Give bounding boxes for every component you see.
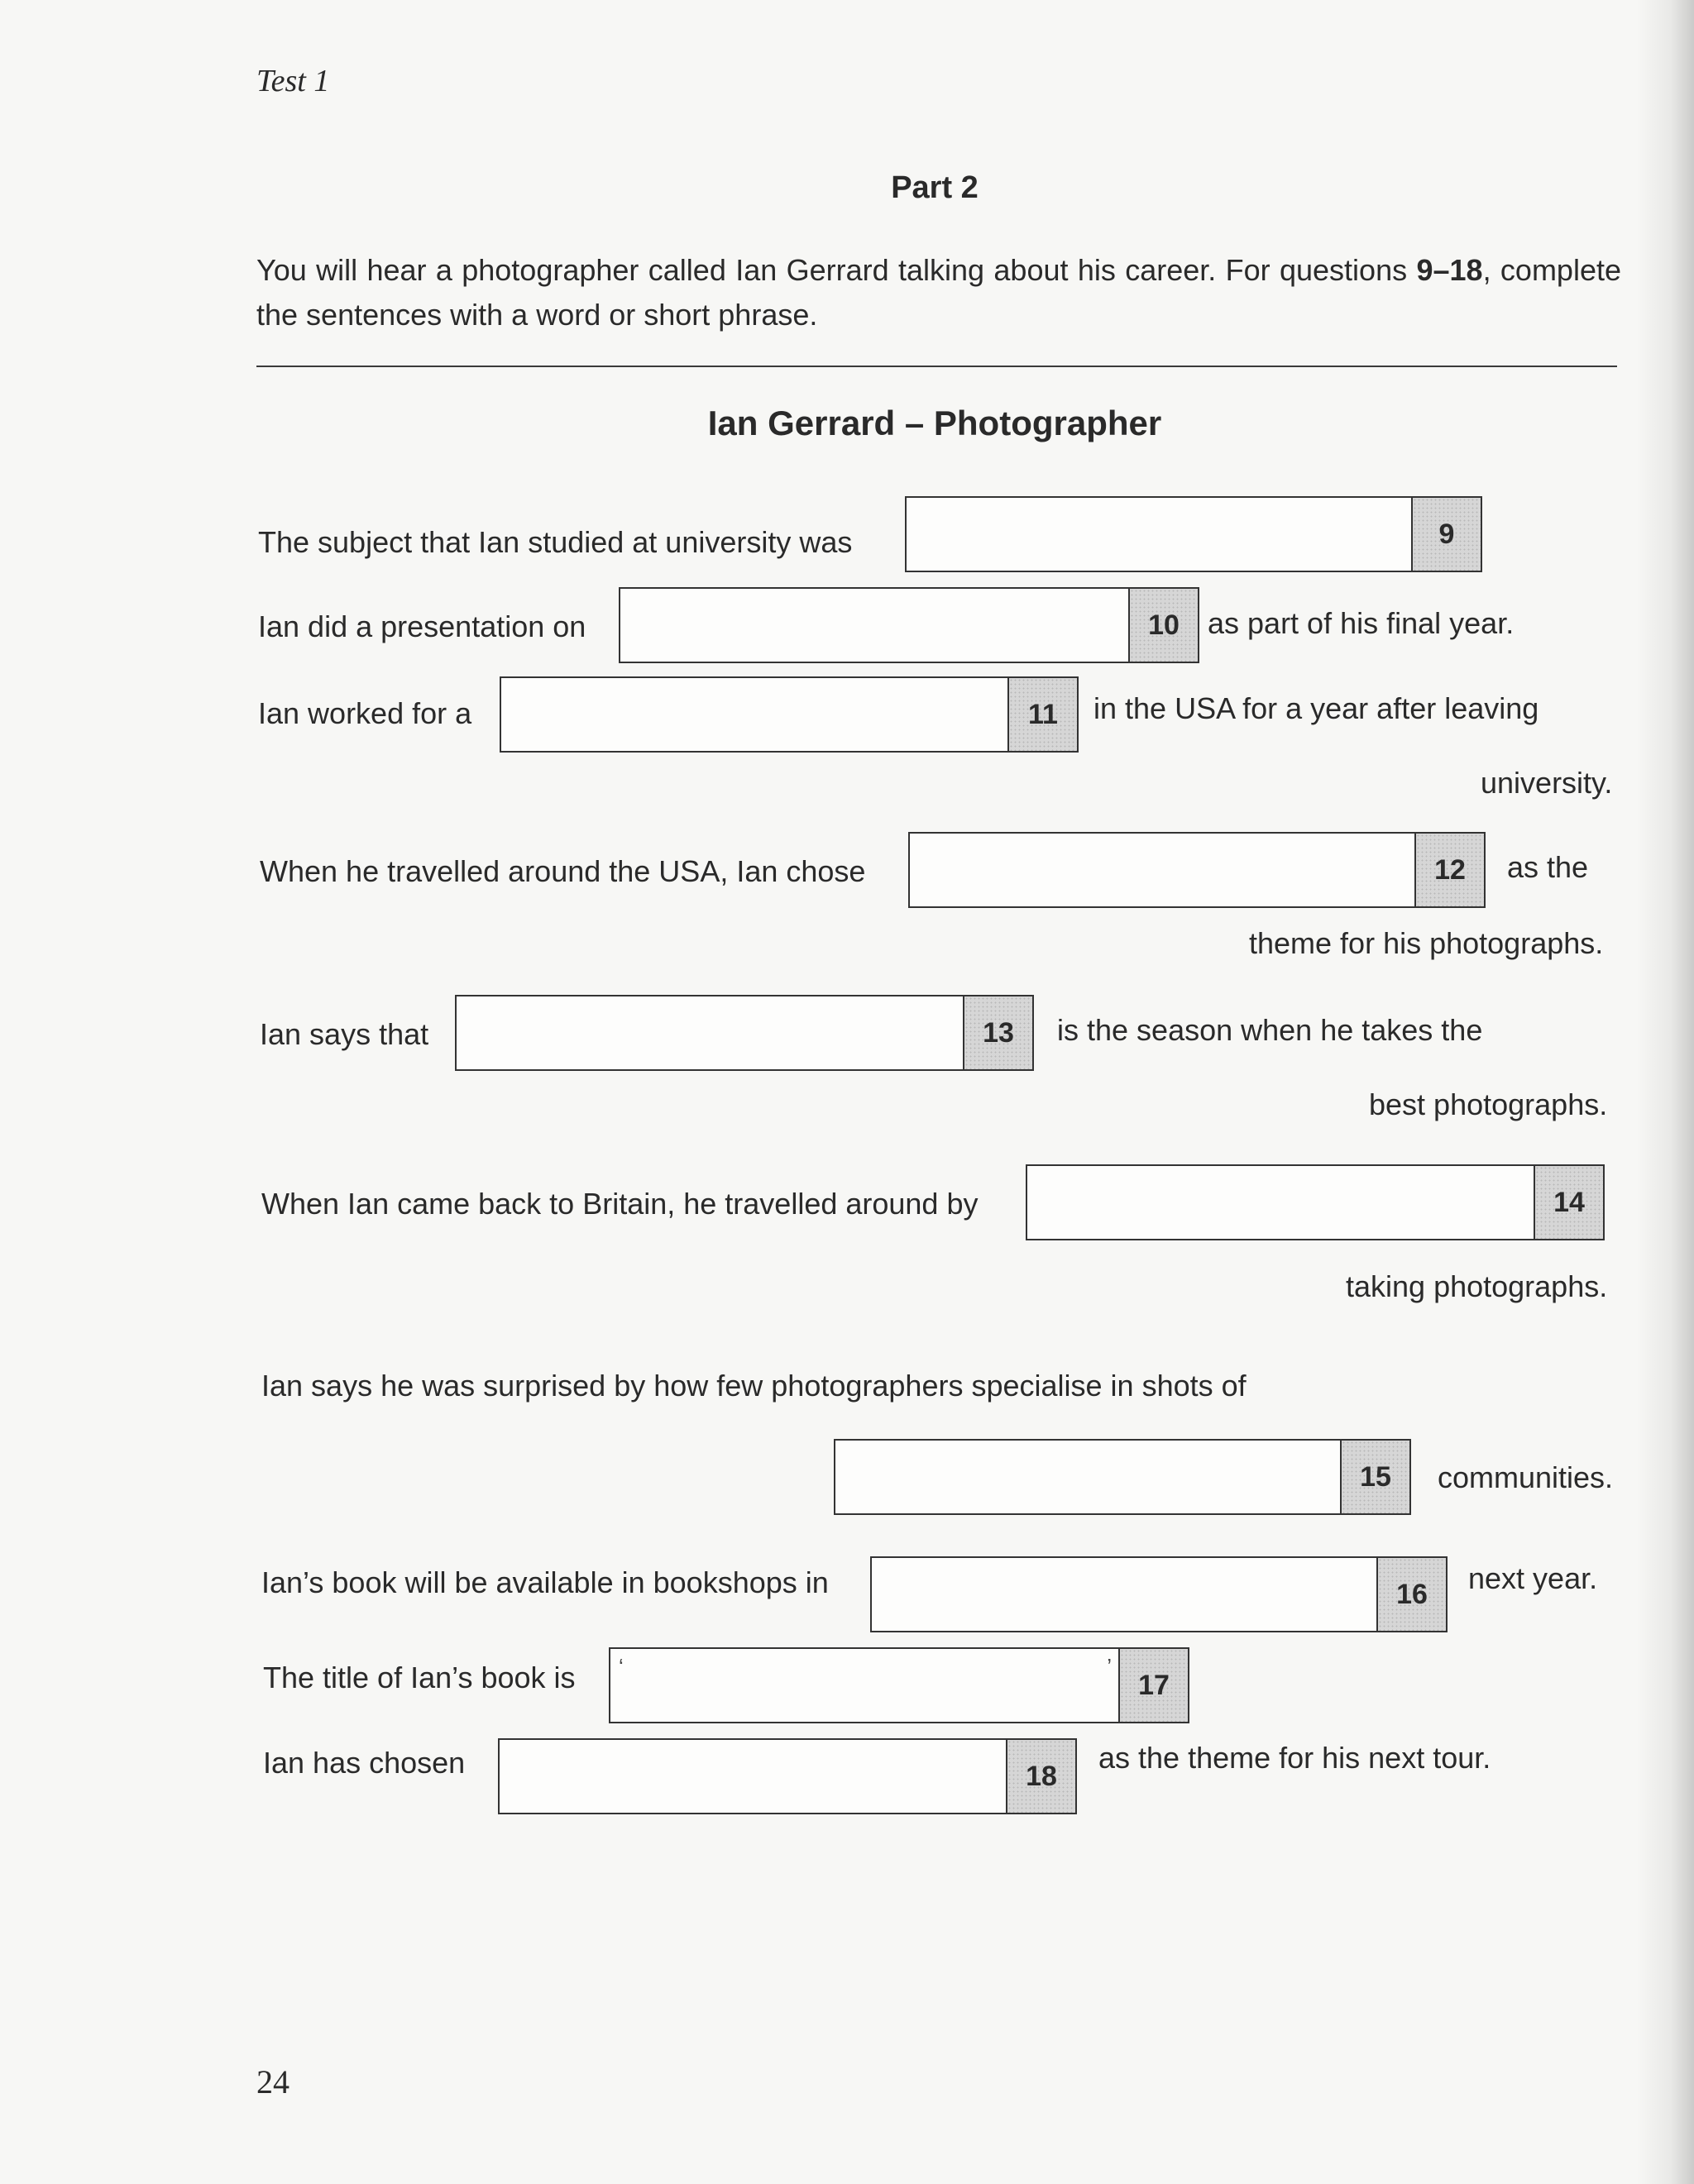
q10-text-before: Ian did a presentation on — [258, 609, 586, 643]
q17-answer-box[interactable] — [609, 1647, 1189, 1723]
q11-text-after: in the USA for a year after leaving — [1093, 691, 1539, 725]
q18-number: 18 — [1006, 1740, 1075, 1813]
q10-number: 10 — [1128, 589, 1198, 662]
q9-answer-box[interactable] — [905, 496, 1482, 572]
part-title: Part 2 — [891, 170, 979, 205]
q18-answer-box[interactable] — [498, 1738, 1077, 1814]
q12-text-before: When he travelled around the USA, Ian chose — [260, 854, 866, 888]
q17-open-quote: ‘ — [619, 1654, 624, 1679]
instructions-before: You will hear a photographer called Ian Gerrard talking about his career. For questions — [256, 253, 1417, 287]
q18-text-before: Ian has chosen — [263, 1746, 466, 1780]
q11-number: 11 — [1007, 678, 1077, 751]
q11-answer-box[interactable] — [500, 676, 1079, 753]
q14-text-after-line2: taking photographs. — [1346, 1269, 1608, 1303]
q11-text-after-line2: university. — [1481, 766, 1613, 800]
test-header: Test 1 — [256, 64, 330, 98]
q12-text-after-line2: theme for his photographs. — [1249, 926, 1604, 960]
q11-text-before: Ian worked for a — [258, 696, 472, 730]
q10-answer-box[interactable] — [619, 587, 1199, 663]
q16-text-before: Ian’s book will be available in bookshops in — [261, 1565, 829, 1599]
instructions — [256, 248, 1621, 337]
q12-answer-box[interactable] — [908, 832, 1486, 908]
q18-text-after: as the theme for his next tour. — [1098, 1741, 1491, 1775]
q13-text-after: is the season when he takes the — [1057, 1013, 1483, 1047]
q15-text-before: Ian says he was surprised by how few photographers specialise in shots of — [261, 1369, 1247, 1403]
q15-answer-box[interactable] — [834, 1439, 1411, 1515]
q14-number: 14 — [1534, 1166, 1603, 1239]
q9-number: 9 — [1411, 498, 1481, 571]
q17-number: 17 — [1118, 1649, 1188, 1722]
divider-rule — [256, 366, 1617, 367]
q12-text-after: as the — [1507, 850, 1589, 884]
instructions-after: , complete the sentences with a word or short phrase. — [256, 253, 1621, 332]
q13-text-after-line2: best photographs. — [1369, 1087, 1608, 1121]
q15-number: 15 — [1340, 1441, 1409, 1513]
q10-text-after: as part of his final year. — [1208, 606, 1515, 640]
q17-text-before: The title of Ian’s book is — [263, 1661, 576, 1694]
q15-text-after: communities. — [1438, 1460, 1614, 1494]
section-title: Ian Gerrard – Photographer — [707, 404, 1162, 442]
page-edge-shadow — [1636, 0, 1694, 2184]
q17-close-quote: ’ — [1107, 1654, 1112, 1679]
q14-answer-box[interactable] — [1026, 1164, 1605, 1240]
q16-answer-box[interactable] — [870, 1556, 1448, 1632]
q9-text-before: The subject that Ian studied at university was — [258, 525, 853, 559]
q14-text-before: When Ian came back to Britain, he travelled around by — [261, 1187, 979, 1221]
q13-text-before: Ian says that — [260, 1017, 429, 1051]
q16-number: 16 — [1376, 1558, 1446, 1631]
instructions-range: 9–18 — [1416, 253, 1483, 287]
q12-number: 12 — [1414, 834, 1484, 906]
page-number: 24 — [256, 2063, 290, 2100]
q16-text-after: next year. — [1468, 1561, 1598, 1595]
q13-answer-box[interactable] — [455, 995, 1034, 1071]
q13-number: 13 — [963, 996, 1032, 1069]
